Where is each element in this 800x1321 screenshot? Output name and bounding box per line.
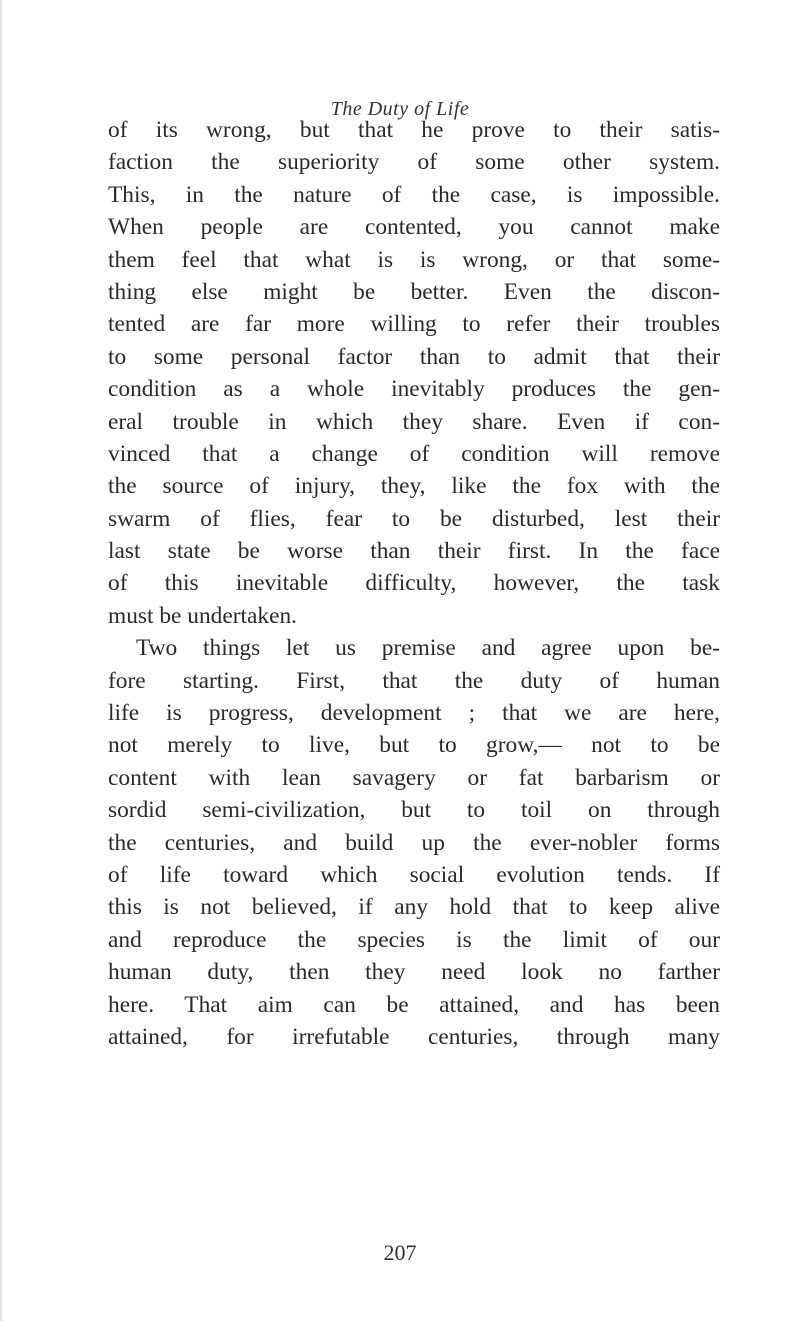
text-line: last state be worse than their first. In the face [108,538,720,565]
text-line: attained, for irrefutable centuries, through many [108,1023,720,1050]
text-line: this is not believed, if any hold that to keep alive [108,894,720,921]
paragraph-end-line: must be undertaken. [108,602,298,629]
text-line: not merely to live, but to grow,— not to be [108,732,720,759]
text-line: fore starting. First, that the duty of human [108,667,720,694]
text-line: of this inevitable difficulty, however, the task [108,570,720,597]
text-line: faction the superiority of some other system. [108,149,720,176]
text-line: of life toward which social evolution tends. If [108,861,720,888]
text-line: thing else might be better. Even the discon- [108,278,720,305]
paragraph-start-line: Two things let us premise and agree upon be- [136,635,720,662]
page-number: 207 [383,1240,417,1265]
text-line: human duty, then they need look no farther [108,959,720,986]
text-line: swarm of flies, fear to be disturbed, lest their [108,505,720,532]
text-line: and reproduce the species is the limit of our [108,926,720,953]
body-text [108,114,720,1053]
text-line: to some personal factor than to admit that their [108,343,720,370]
text-line: the source of injury, they, like the fox with the [108,473,720,500]
text-line: When people are contented, you cannot make [108,214,720,241]
text-line: them feel that what is is wrong, or that some- [108,246,720,273]
text-line: sordid semi-civilization, but to toil on through [108,797,720,824]
binding-edge [0,0,3,1321]
text-line: here. That aim can be attained, and has been [108,991,720,1018]
text-line: vinced that a change of condition will remove [108,440,720,467]
text-line: condition as a whole inevitably produces the gen- [108,376,720,403]
running-head: The Duty of Life [330,98,470,120]
text-line: eral trouble in which they share. Even if con- [108,408,720,435]
text-line: content with lean savagery or fat barbarism or [108,764,720,791]
text-line: This, in the nature of the case, is impossible. [108,181,720,208]
text-line: tented are far more willing to refer their troubles [108,311,720,338]
text-line: the centuries, and build up the ever-nobler forms [108,829,720,856]
text-line: of its wrong, but that he prove to their satis- [108,117,720,143]
text-line: life is progress, development ; that we are here, [108,700,720,727]
